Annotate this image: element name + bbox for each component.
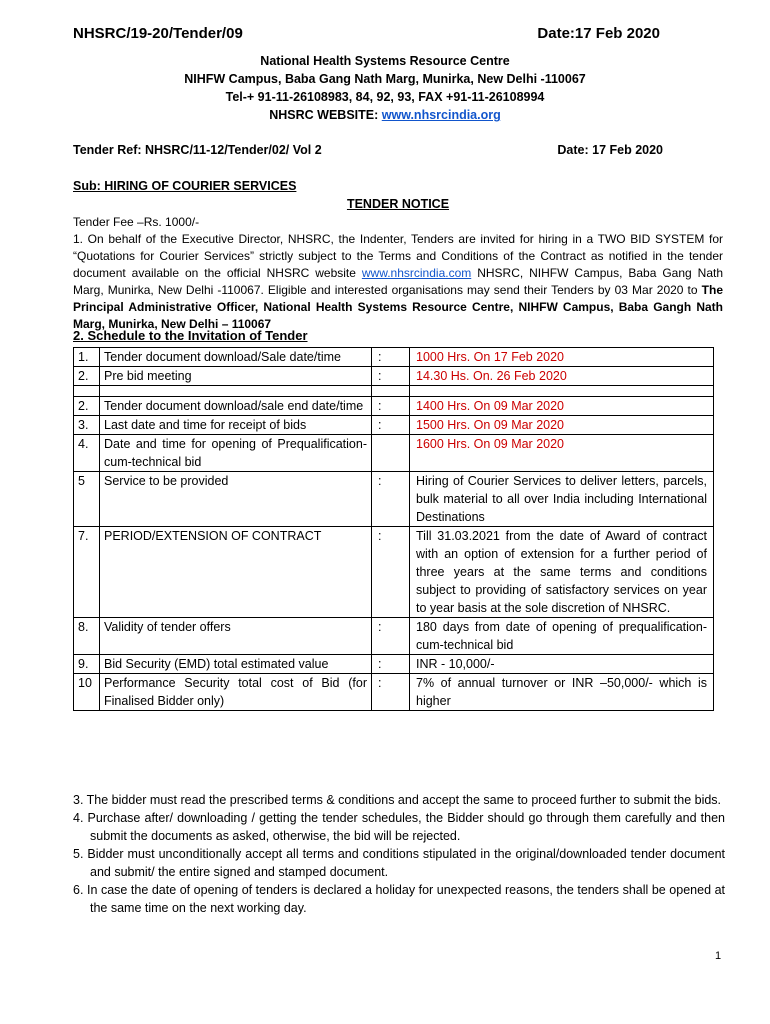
row-colon: : (372, 618, 410, 655)
row-label: PERIOD/EXTENSION OF CONTRACT (100, 527, 372, 618)
table-row (74, 435, 714, 472)
table-row (74, 367, 714, 386)
intro-text-1: 1. On behalf of the Executive Director, NHSRC, the Indenter, Tenders are invited for hiring in a TWO BID SYSTEM for “Quotations for Courier Services” strictly subject to the Terms and Conditions of the Contract as notified in the tender document available on the official NHSRC website (73, 232, 723, 280)
row-colon: : (372, 527, 410, 618)
row-colon: : (372, 397, 410, 416)
row-value: INR - 10,000/- (410, 655, 714, 674)
subject-line: Sub: HIRING OF COURIER SERVICES (73, 179, 297, 193)
row-value: 14.30 Hs. On. 26 Feb 2020 (410, 367, 714, 386)
list-item: 6. In case the date of opening of tenders is declared a holiday for unexpected reasons, the tenders shall be opened at the same time on the next working day. (73, 883, 725, 915)
header-ref-number: NHSRC/19-20/Tender/09 (73, 25, 243, 42)
list-item: 5. Bidder must unconditionally accept all terms and conditions stipulated in the original/downloaded tender document and submit/ the entire signed and stamped document. (73, 847, 725, 879)
row-colon: : (372, 348, 410, 367)
row-label: Performance Security total cost of Bid (for Finalised Bidder only) (100, 674, 372, 711)
tender-ref: Tender Ref: NHSRC/11-12/Tender/02/ Vol 2 (73, 143, 322, 157)
org-website-link[interactable]: www.nhsrcindia.org (381, 108, 501, 122)
row-colon: : (372, 416, 410, 435)
intro-paragraph (73, 231, 723, 333)
row-label: Date and time for opening of Prequalification- cum-technical bid (100, 435, 372, 472)
row-value: Till 31.03.2021 from the date of Award of contract with an option of extension for a further period of three years at the same terms and conditions subject to providing of satisfactory services on year to year basis at the sole discretion of NHSRC. (410, 527, 714, 618)
row-number: 2. (74, 367, 100, 386)
row-number: 9. (74, 655, 100, 674)
row-value: 180 days from date of opening of prequalification- cum-technical bid (410, 618, 714, 655)
row-colon (372, 435, 410, 472)
row-label: Tender document download/sale end date/time (100, 397, 372, 416)
list-item: 3. The bidder must read the prescribed terms & conditions and accept the same to proceed further to submit the bids. (73, 793, 722, 807)
row-value: 1600 Hrs. On 09 Mar 2020 (410, 435, 714, 472)
tender-ref-date: Date: 17 Feb 2020 (557, 143, 663, 157)
table-row (74, 416, 714, 435)
table-row (74, 655, 714, 674)
row-colon: : (372, 655, 410, 674)
row-value: 1000 Hrs. On 17 Feb 2020 (410, 348, 714, 367)
table-row (74, 618, 714, 655)
intro-block (73, 214, 723, 333)
row-label: Tender document download/Sale date/time (100, 348, 372, 367)
closing-points (73, 791, 725, 917)
notice-title: TENDER NOTICE (346, 197, 450, 211)
row-label: Bid Security (EMD) total estimated value (100, 655, 372, 674)
row-colon: : (372, 472, 410, 527)
table-row (74, 348, 714, 367)
org-website-label: NHSRC WEBSITE: (269, 108, 382, 122)
table-row (74, 397, 714, 416)
organization-block (0, 52, 770, 124)
row-number: 7. (74, 527, 100, 618)
document-header (73, 25, 660, 42)
row-value: 7% of annual turnover or INR –50,000/- which is higher (410, 674, 714, 711)
row-value: 1400 Hrs. On 09 Mar 2020 (410, 397, 714, 416)
row-label: Validity of tender offers (100, 618, 372, 655)
intro-address-bold: The Principal Administrative Officer, National Health Systems Resource Centre, NIHFW Campus, Baba Gangh Nath Marg, Munirka, New Delhi – 110067 (73, 283, 723, 331)
tender-ref-line (73, 143, 663, 157)
org-phone: Tel-+ 91-11-26108983, 84, 92, 93, FAX +91-11-26108994 (225, 90, 545, 104)
table-spacer-row (74, 386, 714, 397)
page-number: 1 (715, 950, 722, 962)
org-website (0, 106, 770, 124)
row-number: 3. (74, 416, 100, 435)
table-row (74, 674, 714, 711)
intro-website-link[interactable]: www.nhsrcindia.com (361, 266, 472, 280)
row-label: Service to be provided (100, 472, 372, 527)
org-name: National Health Systems Resource Centre (260, 54, 510, 68)
row-colon: : (372, 674, 410, 711)
row-number: 8. (74, 618, 100, 655)
row-colon: : (372, 367, 410, 386)
table-row (74, 472, 714, 527)
row-number: 10 (74, 674, 100, 711)
table-row (74, 527, 714, 618)
org-address: NIHFW Campus, Baba Gang Nath Marg, Munirka, New Delhi -110067 (184, 72, 586, 86)
row-label: Pre bid meeting (100, 367, 372, 386)
row-label: Last date and time for receipt of bids (100, 416, 372, 435)
schedule-title: 2. Schedule to the Invitation of Tender (73, 328, 308, 343)
row-number: 2. (74, 397, 100, 416)
row-number: 4. (74, 435, 100, 472)
schedule-table (73, 347, 714, 711)
row-number: 1. (74, 348, 100, 367)
row-number: 5 (74, 472, 100, 527)
row-value: Hiring of Courier Services to deliver letters, parcels, bulk material to all over India including International Destinations (410, 472, 714, 527)
header-date: Date:17 Feb 2020 (537, 25, 660, 42)
row-value: 1500 Hrs. On 09 Mar 2020 (410, 416, 714, 435)
intro-text-2: NHSRC, NIHFW Campus, Baba Gang Nath Marg, Munirka, New Delhi -110067. Eligible and interested organisations may send their Tenders by 03 Mar 2020 to (73, 266, 723, 297)
list-item: 4. Purchase after/ downloading / getting the tender schedules, the Bidder should go through them carefully and then submit the documents as asked, otherwise, the bid will be rejected. (73, 811, 725, 843)
tender-fee: Tender Fee –Rs. 1000/- (73, 215, 200, 229)
